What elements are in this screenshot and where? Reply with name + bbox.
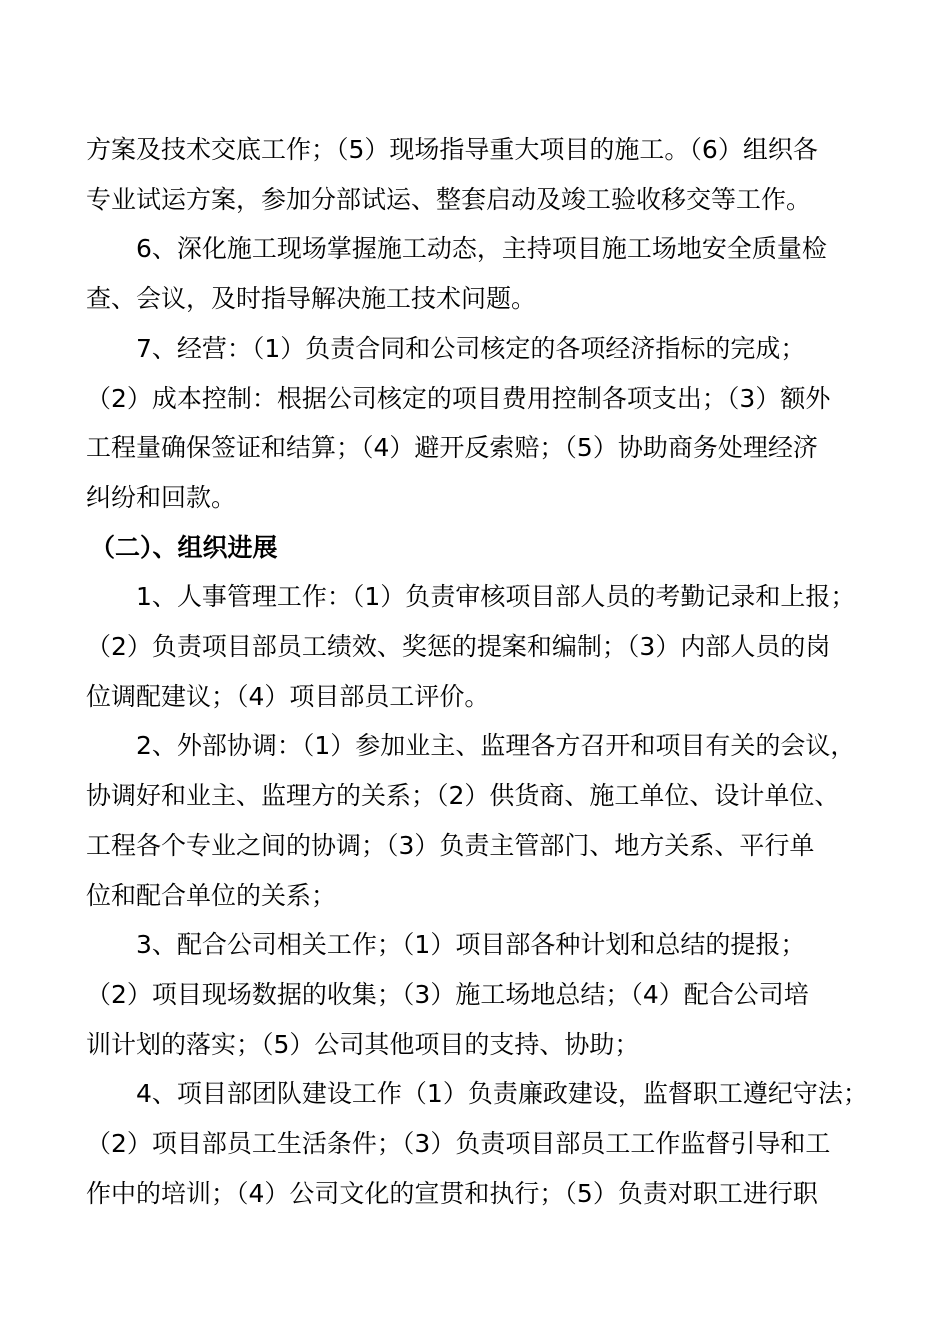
text-line: 7、经营：（1）负责合同和公司核定的各项经济指标的完成； [136,334,806,363]
text-line: 位和配合单位的关系； [86,881,337,910]
section-heading: （二）、组织进展 [90,533,278,562]
text-line: （2）项目部员工生活条件；（3）负责项目部员工工作监督引导和工 [86,1129,831,1158]
text-line: 3、配合公司相关工作；（1）项目部各种计划和总结的提报； [136,930,806,959]
text-line: 作中的培训；（4）公司文化的宣贯和执行；（5）负责对职工进行职 [86,1179,818,1208]
text-line: 查、会议，及时指导解决施工技术问题。 [86,284,537,313]
text-line: 1、人事管理工作：（1）负责审核项目部人员的考勤记录和上报； [136,582,856,611]
text-line: （2）项目现场数据的收集；（3）施工场地总结；（4）配合公司培 [86,980,809,1009]
text-line: 6、深化施工现场掌握施工动态，主持项目施工场地安全质量检 [136,234,827,263]
text-line: 协调好和业主、监理方的关系；（2）供货商、施工单位、设计单位、 [86,781,840,810]
text-line: 工程各个专业之间的协调；（3）负责主管部门、地方关系、平行单 [86,831,815,860]
text-line: 纠纷和回款。 [86,483,237,512]
text-line: 4、项目部团队建设工作（1）负责廉政建设，监督职工遵纪守法； [136,1079,868,1108]
text-line: 工程量确保签证和结算；（4）避开反索赔；（5）协助商务处理经济 [86,433,818,462]
text-line: 方案及技术交底工作；（5）现场指导重大项目的施工。（6）组织各 [86,135,818,164]
text-line: 位调配建议；（4）项目部员工评价。 [86,682,490,711]
text-line: （2）负责项目部员工绩效、奖惩的提案和编制；（3）内部人员的岗 [86,632,831,661]
text-line: 专业试运方案，参加分部试运、整套启动及竣工验收移交等工作。 [86,185,812,214]
text-line: （2）成本控制：根据公司核定的项目费用控制各项支出；（3）额外 [86,384,831,413]
text-line: 2、外部协调：（1）参加业主、监理各方召开和项目有关的会议， [136,731,856,760]
text-line: 训计划的落实；（5）公司其他项目的支持、协助； [86,1030,640,1059]
